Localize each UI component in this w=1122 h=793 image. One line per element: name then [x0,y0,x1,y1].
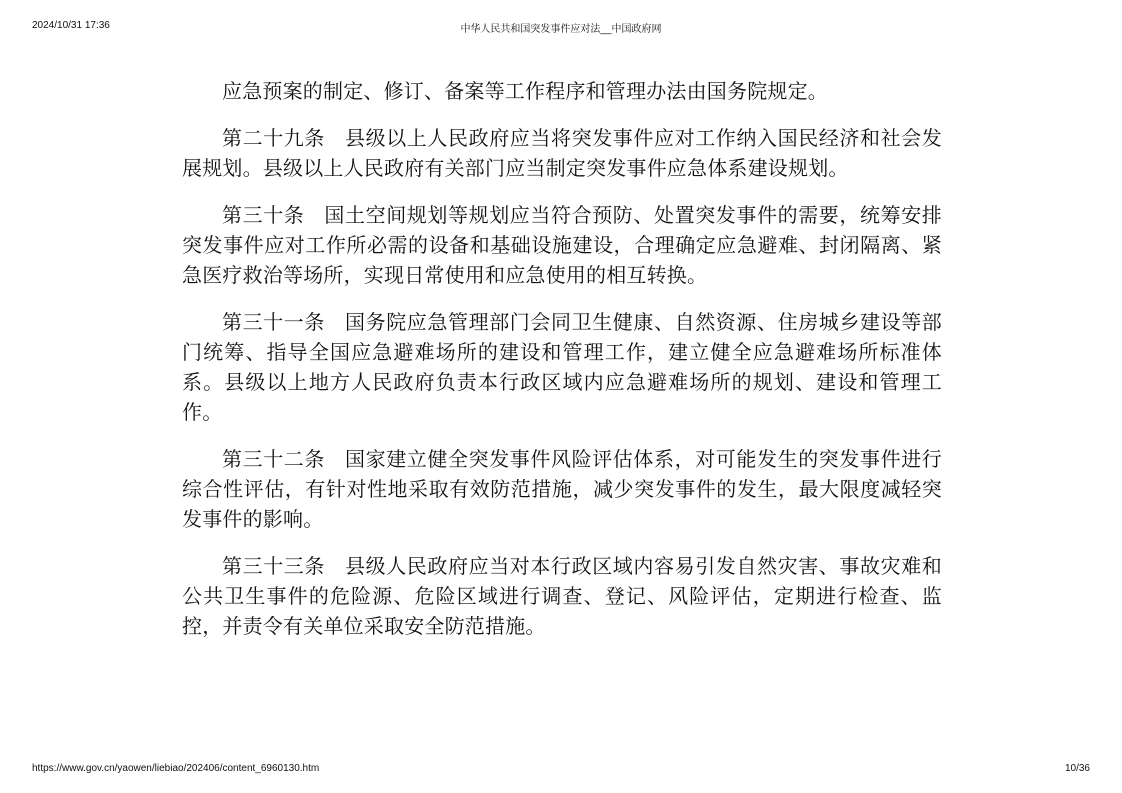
print-datetime: 2024/10/31 17:36 [32,20,110,31]
print-footer [0,763,1122,779]
print-page-number: 10/36 [1064,763,1090,774]
article-text: 国土空间规划等规划应当符合预防、处置突发事件的需要，统筹安排突发事件应对工作所必需的设备和基础设施建设，合理确定应急避难、封闭隔离、紧急医疗救治等场所，实现日常使用和应急使用的相互转换。 [182,203,942,287]
article-number: 第三十三条 [222,554,325,578]
article-32 [182,444,942,534]
article-number: 第三十二条 [222,447,325,471]
article-text: 国家建立健全突发事件风险评估体系，对可能发生的突发事件进行综合性评估，有针对性地采取有效防范措施，减少突发事件的发生，最大限度减轻突发事件的影响。 [182,447,942,531]
article-text: 县级以上人民政府应当将突发事件应对工作纳入国民经济和社会发展规划。县级以上人民政府有关部门应当制定突发事件应急体系建设规划。 [182,126,942,180]
article-text: 县级人民政府应当对本行政区域内容易引发自然灾害、事故灾难和公共卫生事件的危险源、危险区域进行调查、登记、风险评估，定期进行检查、监控，并责令有关单位采取安全防范措施。 [182,554,942,638]
article-number: 第三十一条 [222,310,325,334]
document-body [182,76,942,658]
article-number: 第三十条 [222,203,305,227]
paragraph-continuation [182,76,942,106]
print-header [0,20,1122,36]
article-33 [182,551,942,641]
paragraph-text: 应急预案的制定、修订、备案等工作程序和管理办法由国务院规定。 [222,79,828,103]
article-30 [182,200,942,290]
print-page-title: 中华人民共和国突发事件应对法__中国政府网 [460,24,662,35]
article-number: 第二十九条 [222,126,325,150]
article-text: 国务院应急管理部门会同卫生健康、自然资源、住房城乡建设等部门统筹、指导全国应急避难场所的建设和管理工作，建立健全应急避难场所标准体系。县级以上地方人民政府负责本行政区域内应急避难场所的规划、建设和管理工作。 [182,310,942,424]
article-29 [182,123,942,183]
article-31 [182,307,942,427]
print-url: https://www.gov.cn/yaowen/liebiao/202406/content_6960130.htm [32,763,320,774]
